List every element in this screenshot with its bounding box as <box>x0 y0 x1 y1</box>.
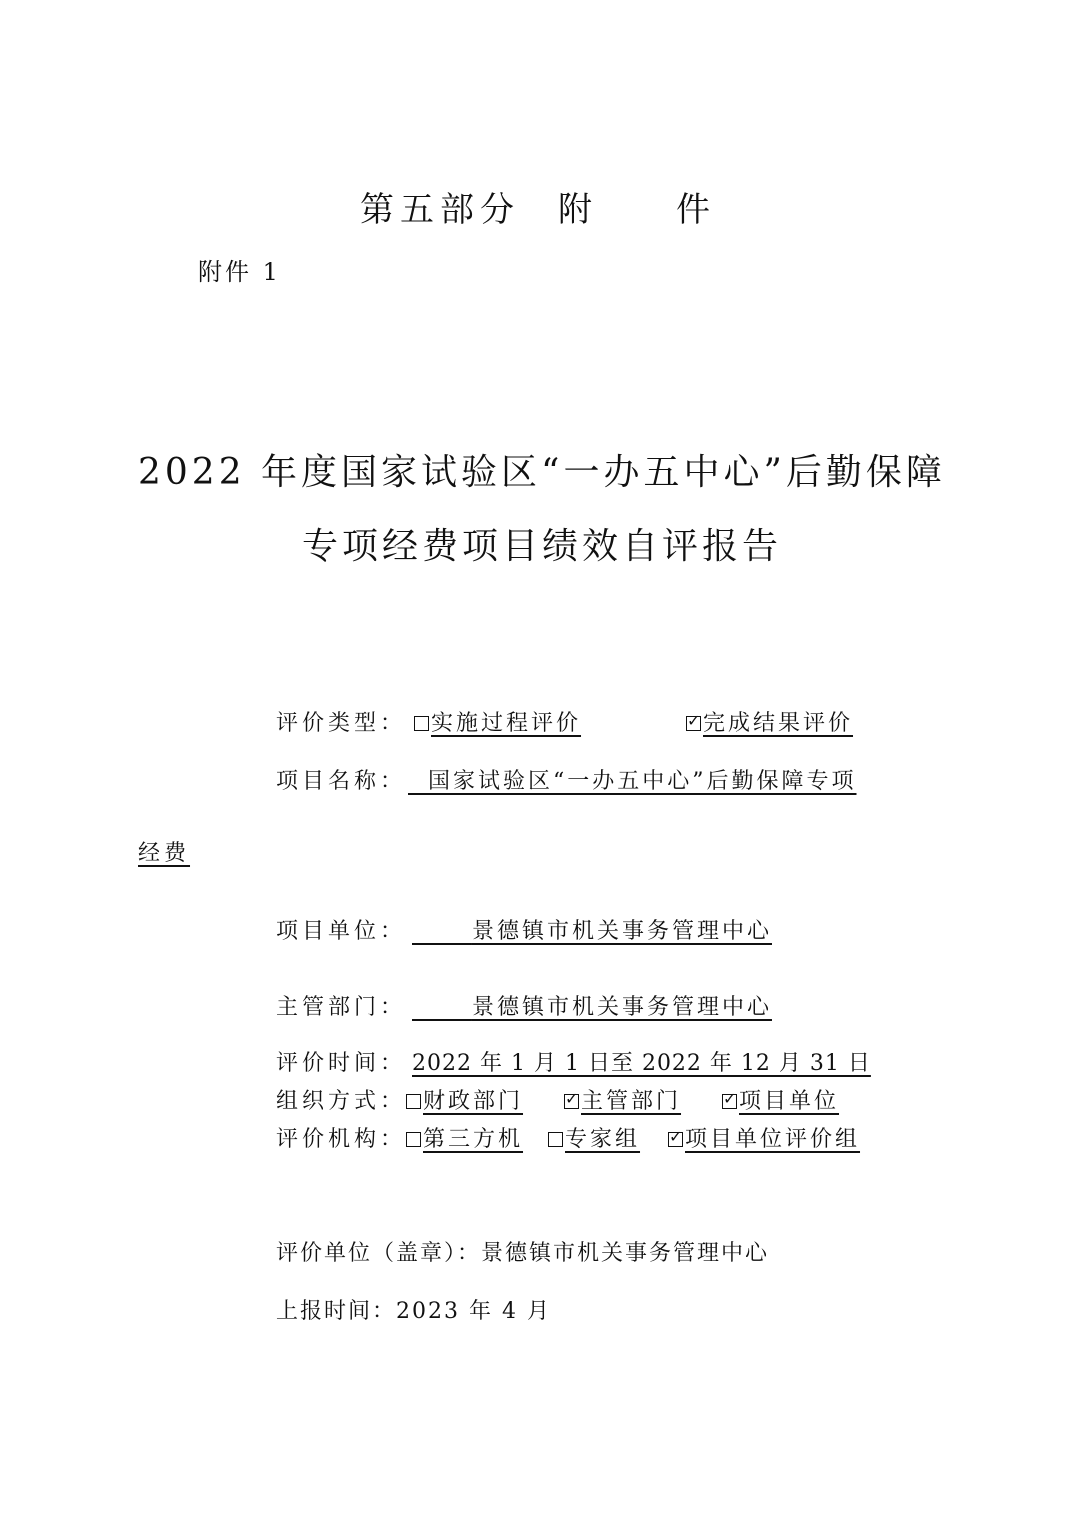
project-name-label: 项目名称： <box>276 769 407 794</box>
checkbox-unchecked-icon[interactable] <box>406 1132 421 1147</box>
checkbox-unchecked-icon[interactable] <box>548 1132 563 1147</box>
project-unit-value: 景德镇市机关事务管理中心 <box>471 919 772 944</box>
department-label: 主管部门： <box>276 995 407 1020</box>
checkbox-unchecked-icon[interactable] <box>414 716 429 731</box>
part-heading-mid: 附 <box>558 190 598 230</box>
attachment-label: 附件 1 <box>198 258 281 286</box>
eval-time-label: 评价时间： <box>276 1051 407 1076</box>
org-method-option-finance[interactable]: 财政部门 <box>406 1084 523 1115</box>
checkbox-checked-icon[interactable] <box>564 1094 579 1109</box>
eval-org-option-unit-group[interactable]: ✓ 项目单位评价组 <box>668 1122 860 1153</box>
project-name-value: 国家试验区“一办五中心”后勤保障专项 <box>428 769 857 794</box>
part-heading <box>360 182 716 231</box>
checkbox-unchecked-icon[interactable] <box>406 1094 421 1109</box>
eval-org-option-experts[interactable]: 专家组 <box>548 1122 640 1153</box>
project-name-value-cont: 经费 <box>138 841 191 866</box>
eval-type-option-process[interactable]: 实施过程评价 <box>414 706 581 737</box>
eval-org-option-third-party[interactable]: 第三方机 <box>406 1122 523 1153</box>
department-value: 景德镇市机关事务管理中心 <box>471 995 772 1020</box>
org-method-option-unit[interactable]: ✓ 项目单位 <box>722 1084 839 1115</box>
checkbox-checked-icon[interactable] <box>668 1132 683 1147</box>
report-title-line2: 专项经费项目绩效自评报告 <box>302 526 783 567</box>
part-heading-right: 件 <box>676 190 716 230</box>
report-title-line1: 2022 年度国家试验区“一办五中心”后勤保障 <box>138 452 946 493</box>
part-heading-left: 第五部分 <box>360 190 520 230</box>
eval-type-option-result[interactable]: ✓ 完成结果评价 <box>686 706 853 737</box>
eval-org-label: 评价机构： <box>276 1127 407 1152</box>
eval-type-label: 评价类型： <box>276 711 407 736</box>
eval-unit-stamp: 评价单位（盖章）：景德镇市机关事务管理中心 <box>276 1241 770 1266</box>
eval-time-value: 2022 年 1 月 1 日至 2022 年 12 月 31 日 <box>412 1051 871 1076</box>
org-method-label: 组织方式： <box>276 1089 407 1114</box>
checkbox-checked-icon[interactable] <box>686 716 701 731</box>
checkbox-checked-icon[interactable] <box>722 1094 737 1109</box>
report-time: 上报时间：2023 年 4 月 <box>276 1299 551 1324</box>
project-unit-label: 项目单位： <box>276 919 407 944</box>
org-method-option-department[interactable]: ✓ 主管部门 <box>564 1084 681 1115</box>
